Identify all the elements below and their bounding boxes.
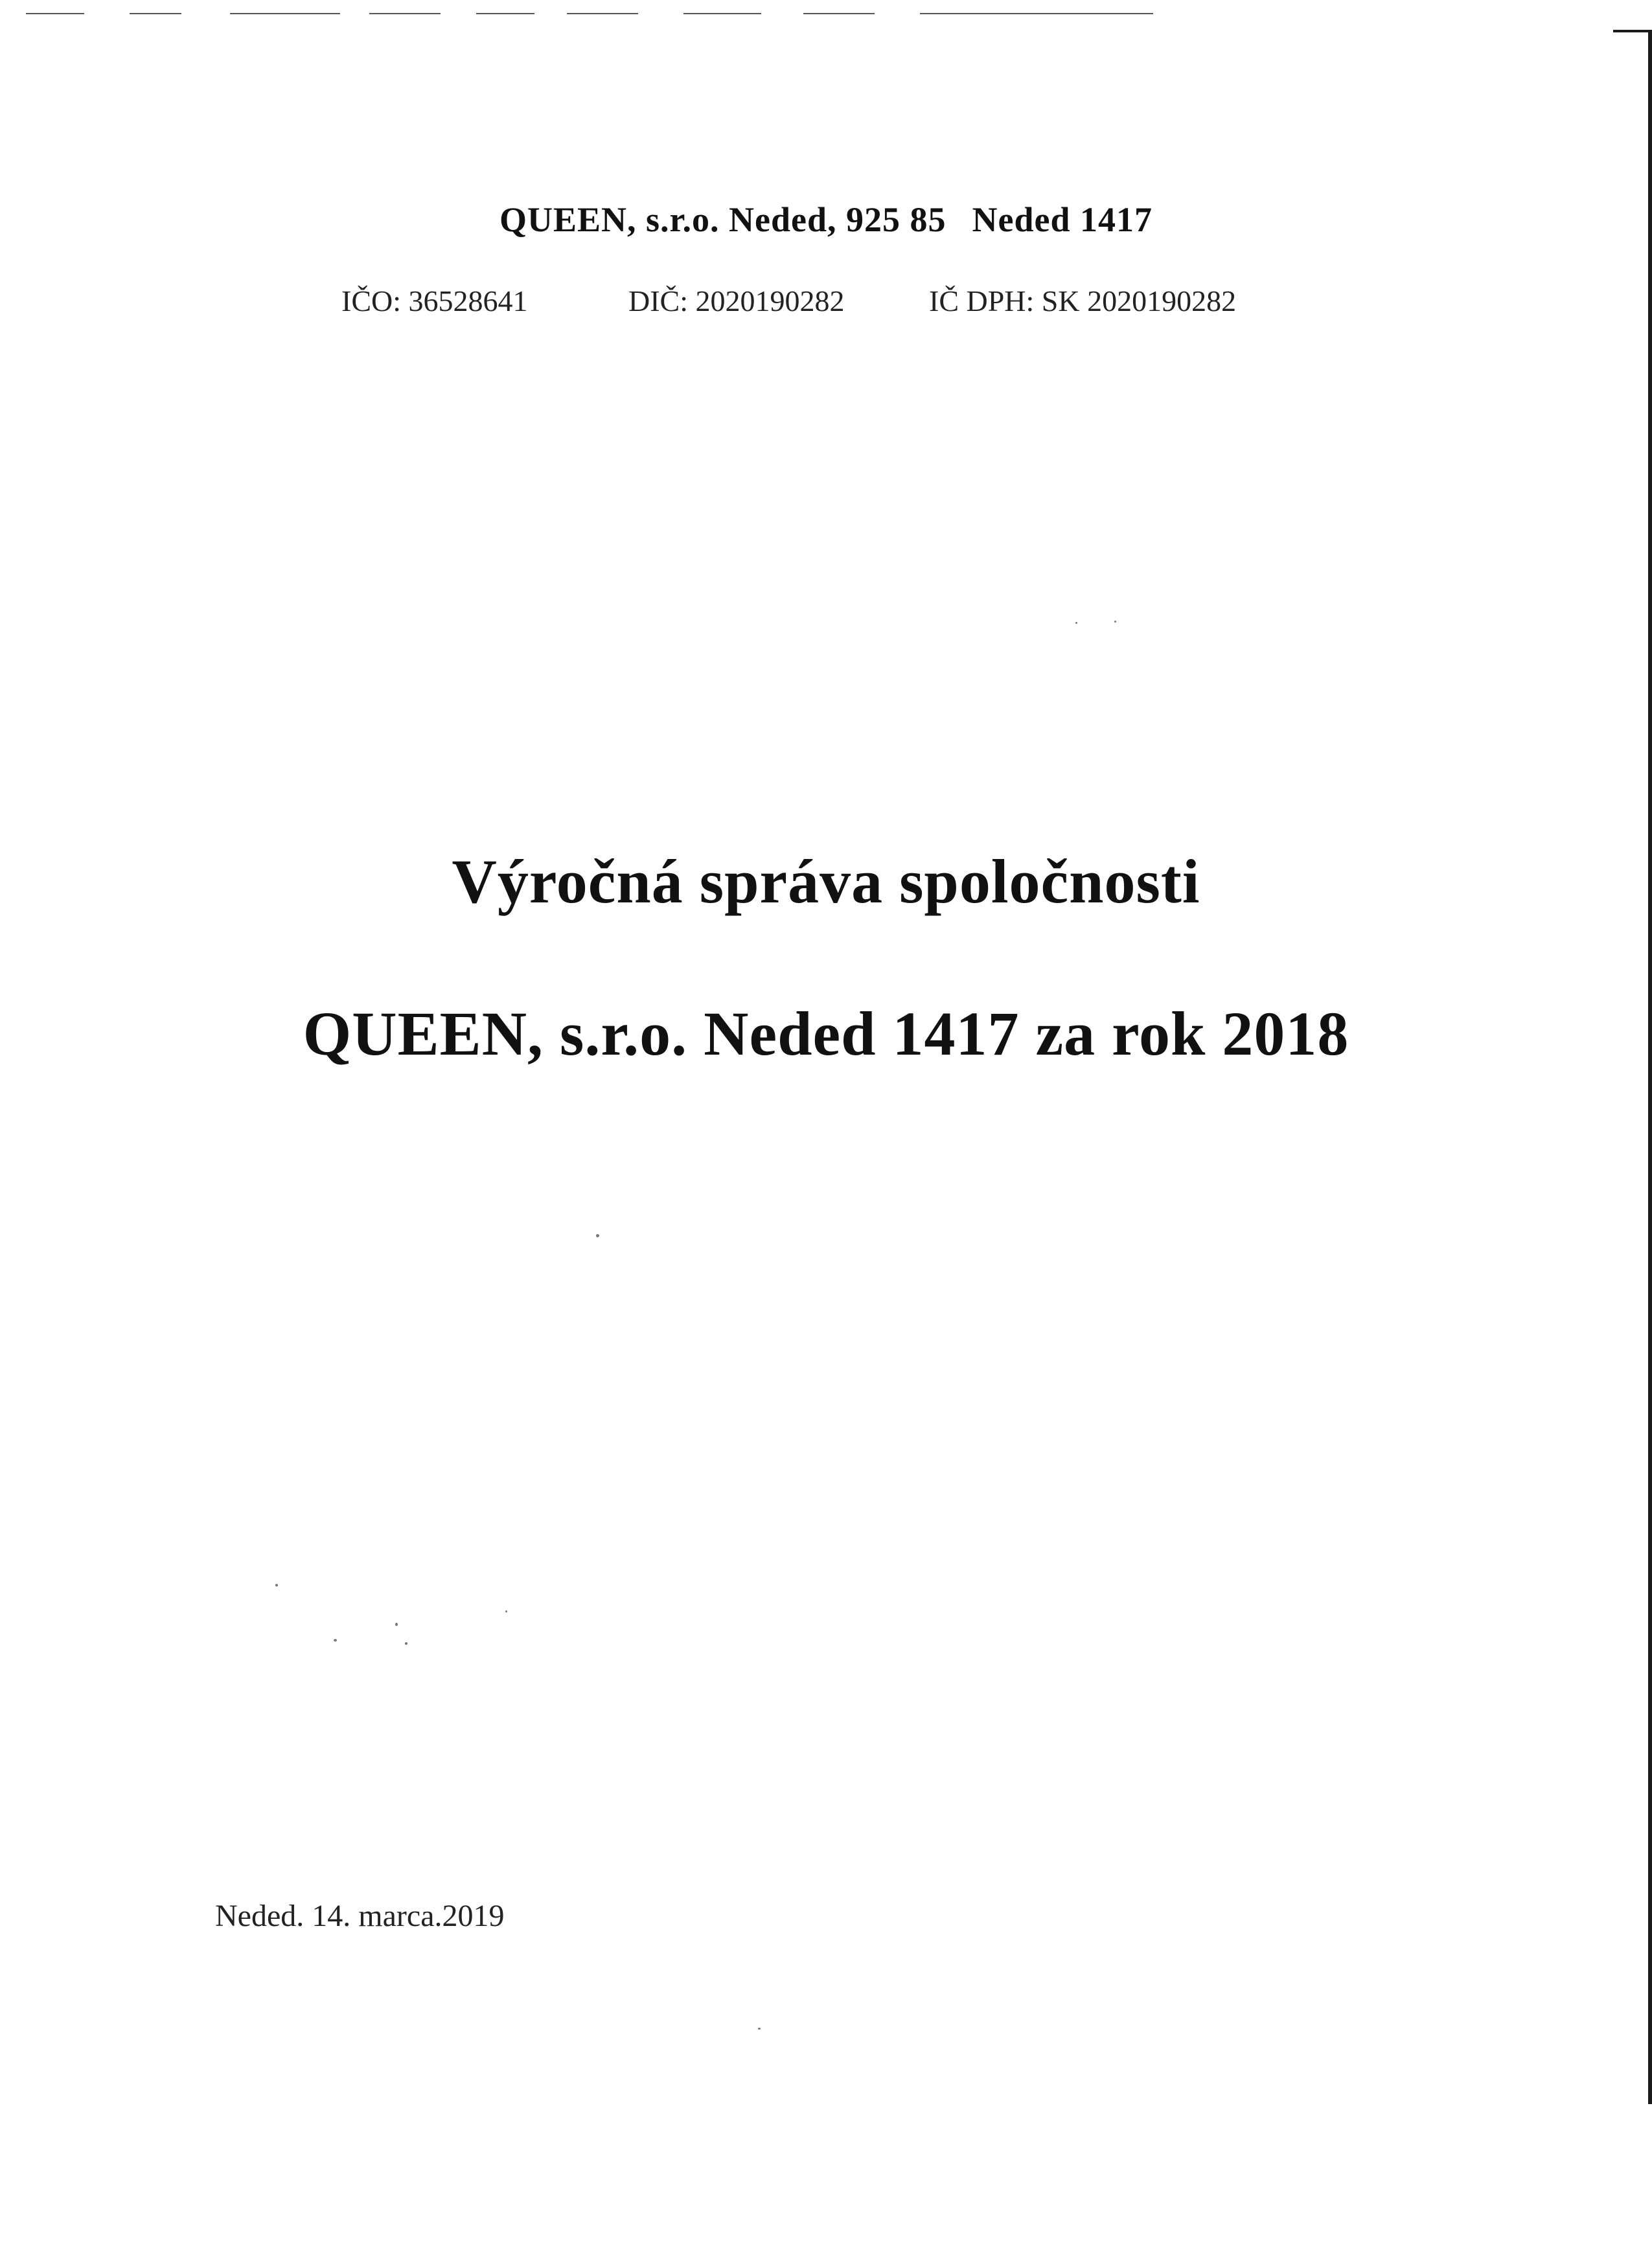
- scan-edge-line: [920, 13, 1153, 14]
- scan-speck: [1075, 622, 1077, 624]
- scan-speck: [596, 1234, 599, 1237]
- company-header: [0, 200, 1652, 240]
- vat-number: IČ DPH: SK 2020190282: [929, 284, 1237, 317]
- dic-number: DIČ: 2020190282: [628, 284, 845, 317]
- scan-edge-line: [803, 13, 875, 14]
- scan-edge-line: [26, 13, 84, 14]
- ico-number: IČO: 36528641: [341, 284, 528, 317]
- report-title: Výročná správa spoločnosti: [452, 847, 1200, 916]
- company-street: Neded 1417: [972, 200, 1153, 239]
- scan-edge-line: [369, 13, 441, 14]
- scan-edge-line: [230, 13, 340, 14]
- scan-edge-line: [683, 13, 761, 14]
- scan-edge-line: [476, 13, 534, 14]
- scan-speck: [275, 1584, 278, 1586]
- scan-speck: [334, 1639, 337, 1642]
- scan-speck: [758, 2028, 761, 2030]
- scan-speck: [1114, 621, 1116, 623]
- scan-edge-line: [567, 13, 638, 14]
- scan-edge-corner: [1613, 30, 1652, 32]
- report-subtitle: QUEEN, s.r.o. Neded 1417 za rok 2018: [303, 999, 1349, 1068]
- scan-edge-line: [130, 13, 181, 14]
- scan-speck: [505, 1610, 507, 1612]
- scan-speck: [395, 1623, 398, 1626]
- place-and-date: Neded. 14. marca.2019: [215, 1899, 505, 1933]
- scan-speck: [405, 1642, 407, 1645]
- company-name-address: QUEEN, s.r.o. Neded, 925 85: [499, 200, 946, 239]
